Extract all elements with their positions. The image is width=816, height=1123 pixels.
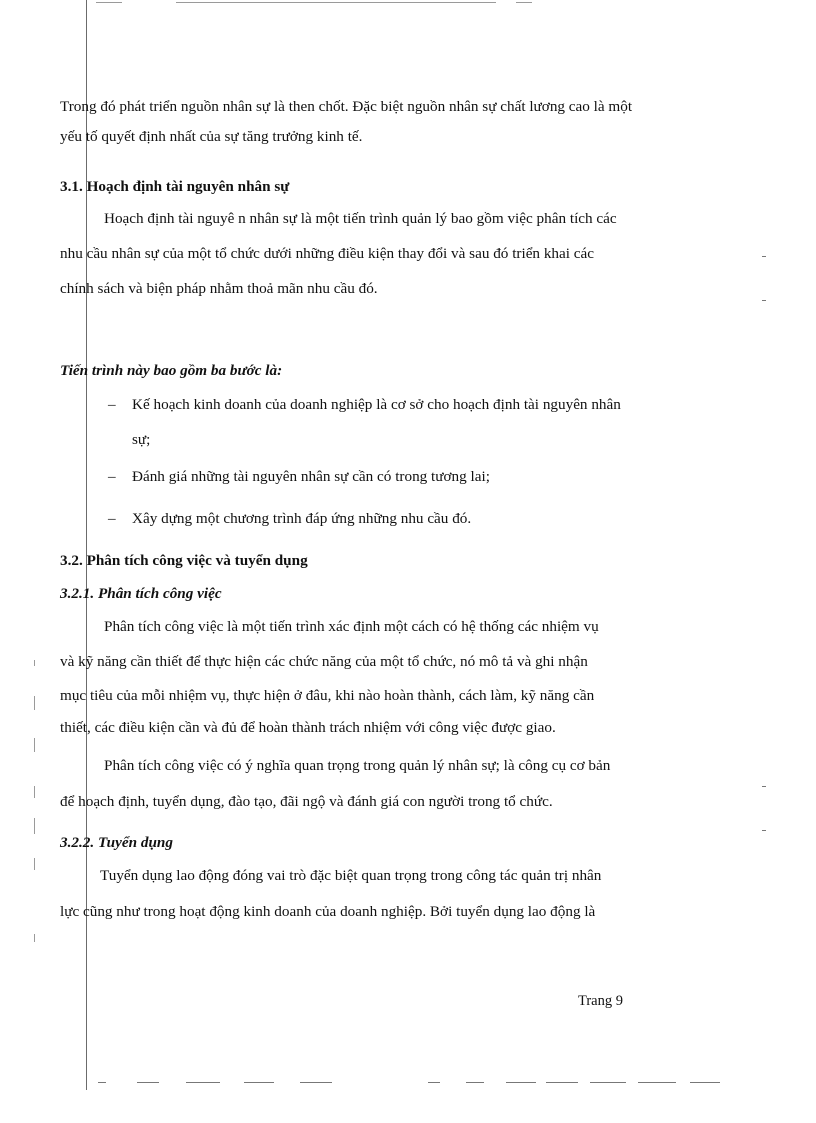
page-number: Trang 9 — [578, 993, 623, 1009]
section-3-2-heading: 3.2. Phân tích công việc và tuyển dụng — [60, 552, 308, 569]
bullet-dash: – — [108, 510, 116, 527]
process-heading: Tiến trình này bao gồm ba bước là: — [60, 362, 283, 379]
section-3-1-para-line-3: chính sách và biện pháp nhằm thoả mãn nhu cầu đó. — [60, 280, 378, 297]
scan-top-marks — [0, 0, 816, 6]
scan-bottom-marks — [0, 1082, 816, 1086]
step-3: Xây dựng một chương trình đáp ứng những nhu cầu đó. — [132, 510, 472, 527]
sub1-p1-line-3: mục tiêu của mỗi nhiệm vụ, thực hiện ở đâu, khi nào hoàn thành, cách làm, kỹ năng cần — [60, 687, 595, 704]
scan-margin-line — [86, 0, 87, 1090]
step-1-line-2: sự; — [132, 431, 151, 448]
section-3-2-1-heading: 3.2.1. Phân tích công việc — [60, 585, 222, 602]
sub1-p1-line-1: Phân tích công việc là một tiến trình xác định một cách có hệ thống các nhiệm vụ — [104, 618, 599, 635]
step-1-line-1: Kế hoạch kinh doanh của doanh nghiệp là cơ sở cho hoạch định tài nguyên nhân — [132, 396, 621, 413]
sub1-p2-line-2: để hoạch định, tuyển dụng, đào tạo, đãi ngộ và đánh giá con người trong tổ chức. — [60, 793, 553, 810]
section-3-1-para-line-2: nhu cầu nhân sự của một tổ chức dưới những điều kiện thay đổi và sau đó triển khai các — [60, 245, 594, 262]
section-3-1-para-line-1: Hoạch định tài nguyê n nhân sự là một tiến trình quản lý bao gồm việc phân tích các — [104, 210, 617, 227]
bullet-dash: – — [108, 468, 116, 485]
sub2-p1-line-1: Tuyển dụng lao động đóng vai trò đặc biệt quan trọng trong công tác quản trị nhân — [100, 867, 602, 884]
sub2-p1-line-2: lực cũng như trong hoạt động kinh doanh của doanh nghiệp. Bởi tuyển dụng lao động là — [60, 903, 596, 920]
intro-line-1: Trong đó phát triển nguồn nhân sự là then chốt. Đặc biệt nguồn nhân sự chất lương cao là một — [60, 98, 633, 115]
sub1-p1-line-2: và kỹ năng cần thiết để thực hiện các chức năng của một tổ chức, nó mô tả và ghi nhận — [60, 653, 588, 670]
bullet-dash: – — [108, 396, 116, 413]
intro-line-2: yếu tố quyết định nhất của sự tăng trưởng kinh tế. — [60, 128, 363, 145]
sub1-p2-line-1: Phân tích công việc có ý nghĩa quan trọng trong quản lý nhân sự; là công cụ cơ bản — [104, 757, 611, 774]
sub1-p1-line-4: thiết, các điều kiện cần và đủ để hoàn thành trách nhiệm với công việc được giao. — [60, 719, 556, 736]
step-2: Đánh giá những tài nguyên nhân sự cần có trong tương lai; — [132, 468, 490, 485]
section-3-1-heading: 3.1. Hoạch định tài nguyên nhân sự — [60, 178, 290, 195]
section-3-2-2-heading: 3.2.2. Tuyển dụng — [60, 834, 173, 851]
